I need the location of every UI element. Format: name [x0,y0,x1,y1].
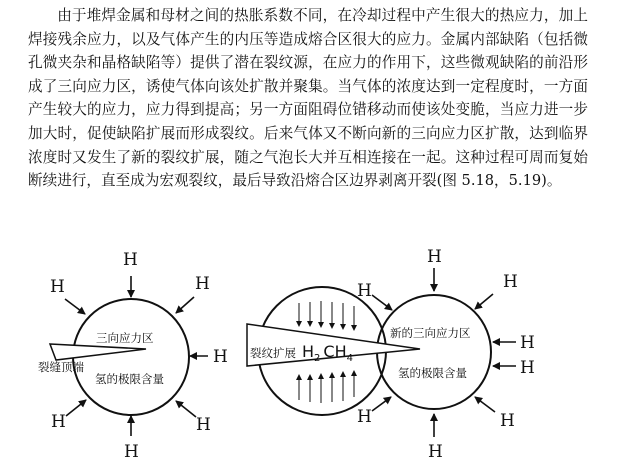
right-diagram [247,247,535,462]
left-h-bottom-right: H [196,415,211,435]
right-h-right-2: H [520,358,535,378]
paragraph-text: 由于堆焊金属和母材之间的热胀系数不同，在冷却过程中产生很大的热应力，加上焊接残余应力，以及气体产生的内压等造成熔合区很大的应力。金属内部缺陷（包括微孔微夹杂和晶格缺陷等）提供了潜在裂纹源，在应力的作用下，这些微观缺陷的前沿形成了三向应力区，诱使气体向该处扩散并聚集。当气体的浓度达到一定程度时，一方面产生较大的应力，应力得到提高；另一方面阻碍位错移动而使该处变脆，当应力进一步加大时，促使缺陷扩展而形成裂纹。后来气体又不断向新的三向应力区扩散，达到临界浓度时又发生了新的裂纹扩展，随之气泡长大并互相连接在一起。这种过程可周而复始断续进行，直至成为宏观裂纹，最后导致沿熔合区边界剥离开裂(图 5.18，5.19)。 [28,7,588,190]
right-hydrogen-limit-label: 氢的极限含量 [398,366,467,380]
crack-tip-label: 裂缝顶端 [38,360,84,374]
left-hydrogen-limit-label: 氢的极限含量 [95,372,164,386]
right-h-top: H [427,247,442,267]
new-stress-zone-label: 新的三向应力区 [390,326,471,340]
left-h-top-right: H [195,274,210,294]
left-diagram [38,250,228,462]
right-h-bottom-left: H [357,407,372,427]
left-stress-zone-label: 三向应力区 [96,331,154,345]
left-h-bottom: H [124,442,139,462]
right-h-bottom: H [428,442,443,462]
gas-h2-label: $H_2$ $CH_4$ [302,342,353,364]
left-stress-circle [73,299,189,415]
left-h-top-left: H [50,277,65,297]
left-h-bottom-left: H [51,412,66,432]
left-h-right: H [213,347,228,367]
left-h-top: H [123,250,138,270]
right-h-bottom-right: H [500,411,515,431]
crack-growth-label: 裂纹扩展 [250,346,296,360]
right-h-top-left: H [357,281,372,301]
right-h-top-right: H [503,272,518,292]
left-crack-wedge [50,344,146,360]
right-h-right-1: H [520,333,535,353]
